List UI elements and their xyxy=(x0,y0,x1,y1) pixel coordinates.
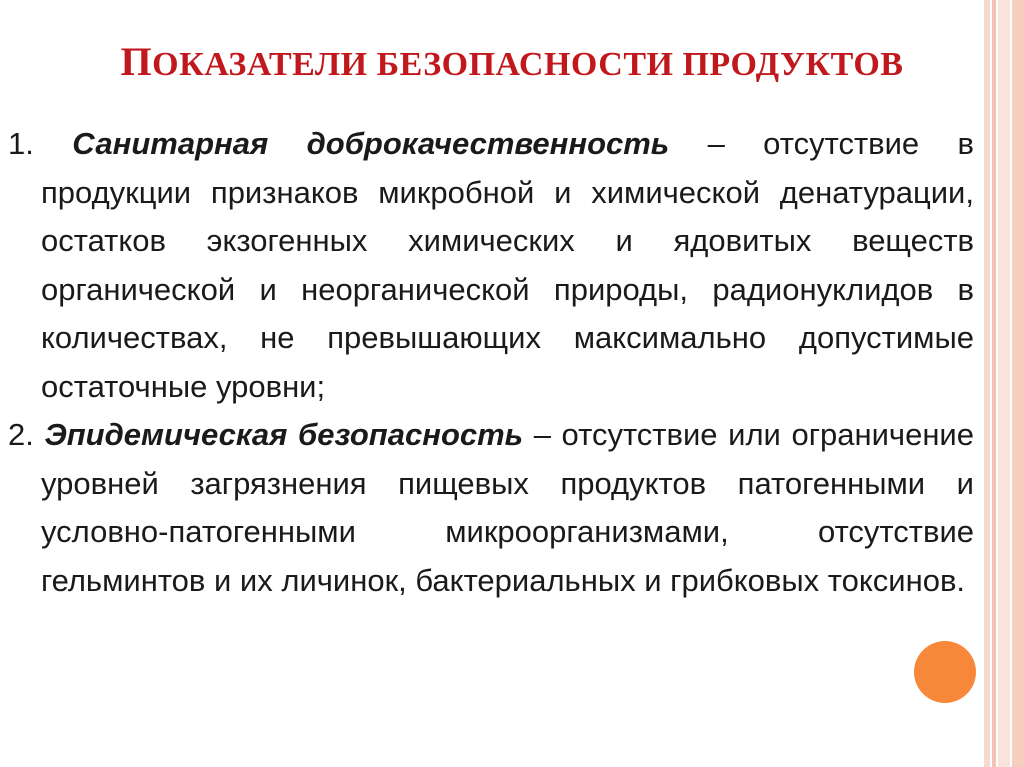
item-description: – отсутствие в продукции признаков микробной и химической денатурации, остатков экзогенных химических и ядовитых веществ органической и неорганической природы, радионуклидов в количествах, не превышающих максимально допустимые остаточные уровни; xyxy=(41,126,974,404)
slide-title-first-letter: П xyxy=(120,39,153,84)
slide-title xyxy=(0,38,1024,85)
list-item xyxy=(8,411,974,605)
item-term: Санитарная доброкачественность xyxy=(72,126,670,161)
orange-circle-decoration xyxy=(914,641,976,703)
decorative-stripe xyxy=(992,0,996,767)
decorative-stripe xyxy=(998,0,1010,767)
item-number: 1. xyxy=(8,126,34,161)
slide-body xyxy=(8,120,974,605)
item-term: Эпидемическая безопасность xyxy=(44,417,524,452)
decorative-stripe xyxy=(984,0,990,767)
list-item xyxy=(8,120,974,411)
item-number: 2. xyxy=(8,417,34,452)
decorative-stripe xyxy=(1012,0,1024,767)
item-description: – отсутствие или ограничение уровней загрязнения пищевых продуктов патогенными и условно-патогенными микроорганизмами, отсутствие гельминтов и их личинок, бактериальных и грибковых токсинов. xyxy=(41,417,974,598)
slide-title-rest: ОКАЗАТЕЛИ БЕЗОПАСНОСТИ ПРОДУКТОВ xyxy=(152,46,904,83)
